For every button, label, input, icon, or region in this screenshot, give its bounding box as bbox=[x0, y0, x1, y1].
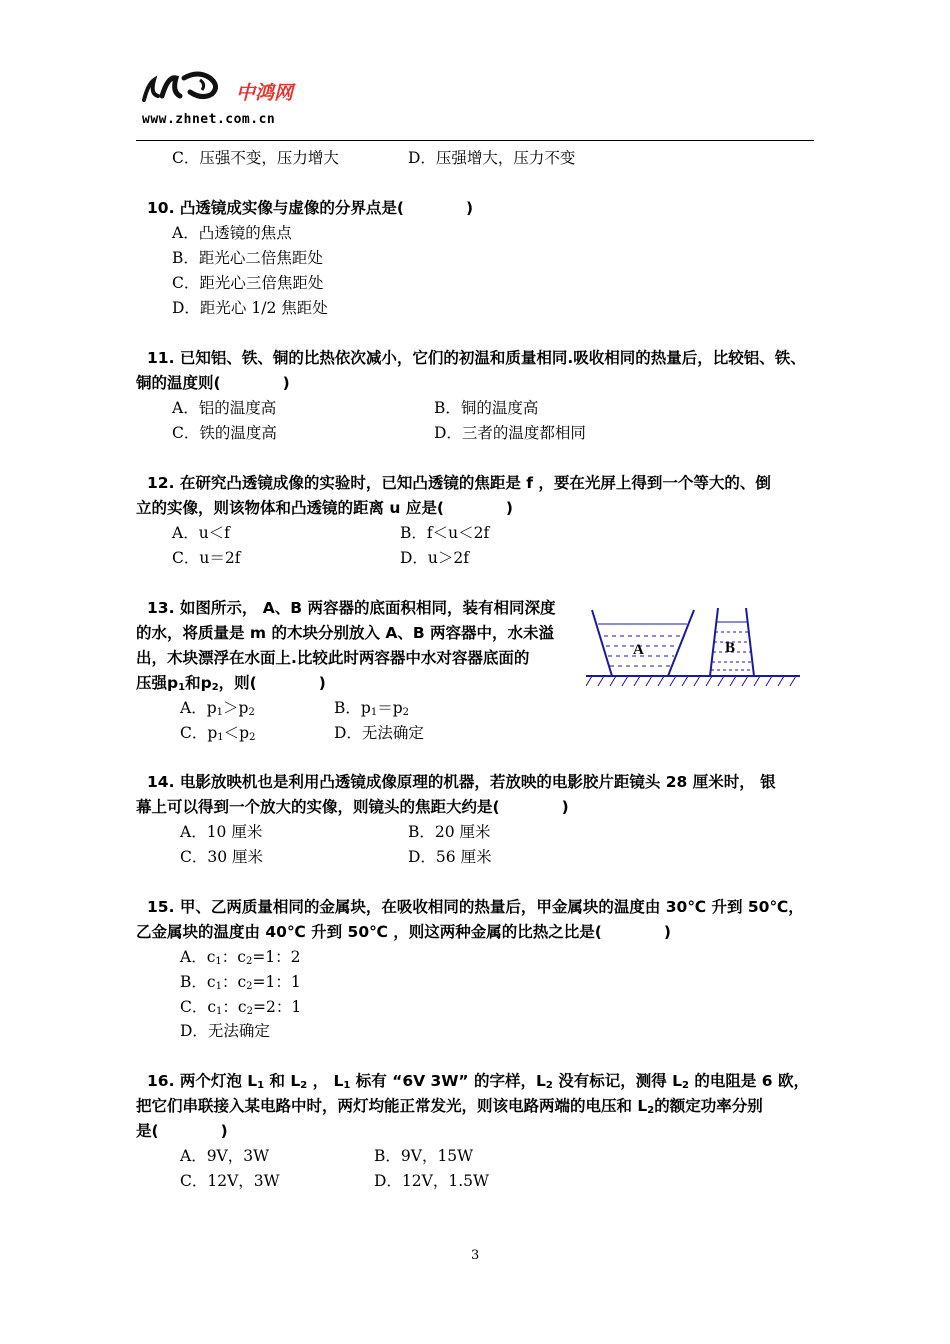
q13-option-c bbox=[180, 721, 255, 750]
q14-option-d: D．56 厘米 bbox=[408, 848, 492, 866]
q16-s1-sub4: 2 bbox=[545, 1080, 553, 1091]
logo-mark-icon bbox=[140, 66, 230, 108]
q13-b-pre: B．p bbox=[334, 699, 371, 717]
q13-stem-line3: 出，木块漂浮在水面上.比较此时两容器中水对容器底面的 bbox=[136, 649, 530, 667]
q16-s1a: 16. 两个灯泡 L bbox=[147, 1072, 258, 1090]
q13-c-sub1: 1 bbox=[217, 732, 224, 743]
logo bbox=[140, 66, 230, 112]
q9-option-d: D．压强增大，压力不变 bbox=[408, 149, 576, 167]
q16-s1c: ， L bbox=[307, 1072, 344, 1090]
brand-name: 中鸿网 bbox=[236, 82, 294, 104]
q15-c-sub1: 1 bbox=[216, 1006, 223, 1017]
q13-sub2: 2 bbox=[211, 682, 219, 693]
q13-b-sub2: 2 bbox=[402, 707, 410, 718]
q13-a-sub1: 1 bbox=[216, 707, 223, 718]
q15-a-pre: A．c bbox=[180, 948, 216, 966]
q13-c-sub2: 2 bbox=[249, 732, 256, 743]
container-b bbox=[710, 608, 754, 676]
q16-s1-sub2: 2 bbox=[300, 1080, 308, 1091]
q14-stem-line2: 幕上可以得到一个放大的实像，则镜头的焦距大约是( ) bbox=[136, 798, 569, 816]
ground bbox=[586, 676, 800, 686]
q15-b-sub1: 1 bbox=[215, 981, 222, 992]
q15-a-post: =1：2 bbox=[252, 948, 301, 966]
q14-option-c: C．30 厘米 bbox=[180, 848, 264, 866]
q15-a-sub1: 1 bbox=[215, 956, 222, 967]
container-a-label: A bbox=[633, 642, 644, 658]
q11-option-a: A．铝的温度高 bbox=[172, 399, 277, 417]
q10-option-c: C．距光心三倍焦距处 bbox=[172, 274, 324, 292]
q15-stem-line2: 乙金属块的温度由 40℃ 升到 50℃ ，则这两种金属的比热之比是( ) bbox=[136, 923, 671, 941]
container-b-label: B bbox=[725, 640, 736, 656]
q13-b-sub1: 1 bbox=[370, 707, 378, 718]
q15-a-sub2: 2 bbox=[245, 956, 253, 967]
q16-s1b: 和 L bbox=[264, 1072, 301, 1090]
q15-stem-line1: 15. 甲、乙两质量相同的金属块，在吸收相同的热量后，甲金属块的温度由 30℃ 升到 50℃， bbox=[147, 898, 804, 916]
q16-s1-sub1: 1 bbox=[257, 1080, 265, 1091]
q10-option-d: D．距光心 1/2 焦距处 bbox=[172, 299, 328, 317]
q13-stem4-post: ，则( ) bbox=[218, 674, 326, 692]
q12-stem-line1: 12. 在研究凸透镜成像的实验时，已知凸透镜的焦距是 f ，要在光屏上得到一个等大的、倒 bbox=[147, 474, 771, 492]
q13-a-sub2: 2 bbox=[248, 707, 255, 718]
q13-c-mid: ＜p bbox=[223, 724, 250, 742]
q9-option-c: C．压强不变，压力增大 bbox=[172, 149, 339, 167]
q11-option-b: B．铜的温度高 bbox=[434, 399, 539, 417]
q16-option-a: A．9V，3W bbox=[180, 1147, 270, 1165]
q13-stem-line2: 的水，将质量是 m 的木块分别放入 A、B 两容器中，水未溢 bbox=[136, 624, 555, 642]
q13-a-pre: A．p bbox=[180, 699, 217, 717]
q13-c-pre: C．p bbox=[180, 724, 218, 742]
q16-option-b: B．9V，15W bbox=[374, 1147, 474, 1165]
q13-a-mid: ＞p bbox=[223, 699, 249, 717]
q16-option-d: D．12V，1.5W bbox=[374, 1172, 489, 1190]
q10-stem: 10. 凸透镜成实像与虚像的分界点是( ) bbox=[147, 199, 474, 217]
q11-option-c: C．铁的温度高 bbox=[172, 424, 277, 442]
q15-c-post: =2：1 bbox=[252, 998, 302, 1016]
q14-option-a: A．10 厘米 bbox=[180, 823, 263, 841]
q10-option-a: A．凸透镜的焦点 bbox=[172, 224, 292, 242]
q13-option-d: D．无法确定 bbox=[334, 724, 424, 742]
q16-stem-line3: 是( ) bbox=[136, 1122, 228, 1140]
q14-stem-line1: 14. 电影放映机也是利用凸透镜成像原理的机器，若放映的电影胶片距镜头 28 厘米时， 银 bbox=[147, 773, 776, 791]
q15-c-mid: ：c bbox=[222, 998, 247, 1016]
q13-stem4-mid: 和p bbox=[185, 674, 212, 692]
q13-stem4-pre: 压强p bbox=[136, 674, 179, 692]
q13-figure bbox=[586, 602, 802, 692]
q11-stem-line1: 11. 已知铝、铁、铜的比热依次减小，它们的初温和质量相同.吸收相同的热量后，比较铝、铁、 bbox=[147, 349, 806, 367]
container-a bbox=[592, 610, 694, 676]
q16-s2a: 把它们串联接入某电路中时，两灯均能正常发光，则该电路两端的电压和 L bbox=[136, 1097, 648, 1115]
q16-s1e: 没有标记，测得 L bbox=[552, 1072, 683, 1090]
q16-option-c: C．12V，3W bbox=[180, 1172, 280, 1190]
q12-option-a: A．u＜f bbox=[172, 524, 230, 542]
q13-b-mid: ＝p bbox=[377, 699, 403, 717]
q15-option-d: D．无法确定 bbox=[180, 1022, 270, 1040]
q15-c-sub2: 2 bbox=[246, 1006, 253, 1017]
q12-stem-line2: 立的实像，则该物体和凸透镜的距离 u 应是( ) bbox=[136, 499, 513, 517]
q12-option-c: C．u＝2f bbox=[172, 549, 241, 567]
brand-url[interactable]: www.zhnet.com.cn bbox=[142, 112, 276, 127]
q16-s2b: 的额定功率分别 bbox=[654, 1097, 763, 1115]
q13-stem-line1: 13. 如图所示， A、B 两容器的底面积相同，装有相同深度 bbox=[147, 599, 556, 617]
q13-sub1: 1 bbox=[178, 682, 186, 693]
header-divider bbox=[136, 140, 814, 141]
q10-option-b: B．距光心二倍焦距处 bbox=[172, 249, 323, 267]
q14-option-b: B．20 厘米 bbox=[408, 823, 491, 841]
q12-option-d: D．u＞2f bbox=[400, 549, 470, 567]
q15-b-mid: ：c bbox=[221, 973, 247, 991]
q15-b-sub2: 2 bbox=[246, 981, 253, 992]
q12-option-b: B．f＜u＜2f bbox=[400, 524, 490, 542]
q11-stem-line2: 铜的温度则( ) bbox=[136, 374, 290, 392]
q16-s1f: 的电阻是 6 欧， bbox=[689, 1072, 809, 1090]
q16-s2-sub: 2 bbox=[647, 1105, 655, 1116]
q11-option-d: D．三者的温度都相同 bbox=[434, 424, 586, 442]
q15-b-post: =1：1 bbox=[252, 973, 301, 991]
q16-s1-sub5: 2 bbox=[682, 1080, 689, 1091]
page-number: 3 bbox=[471, 1248, 480, 1263]
q16-stem-line2 bbox=[136, 1094, 763, 1123]
q16-s1-sub3: 1 bbox=[343, 1080, 351, 1091]
q15-c-pre: C．c bbox=[180, 998, 217, 1016]
q15-b-pre: B．c bbox=[180, 973, 216, 991]
q15-a-mid: ：c bbox=[221, 948, 246, 966]
q16-s1d: 标有 “6V 3W” 的字样，L bbox=[350, 1072, 546, 1090]
